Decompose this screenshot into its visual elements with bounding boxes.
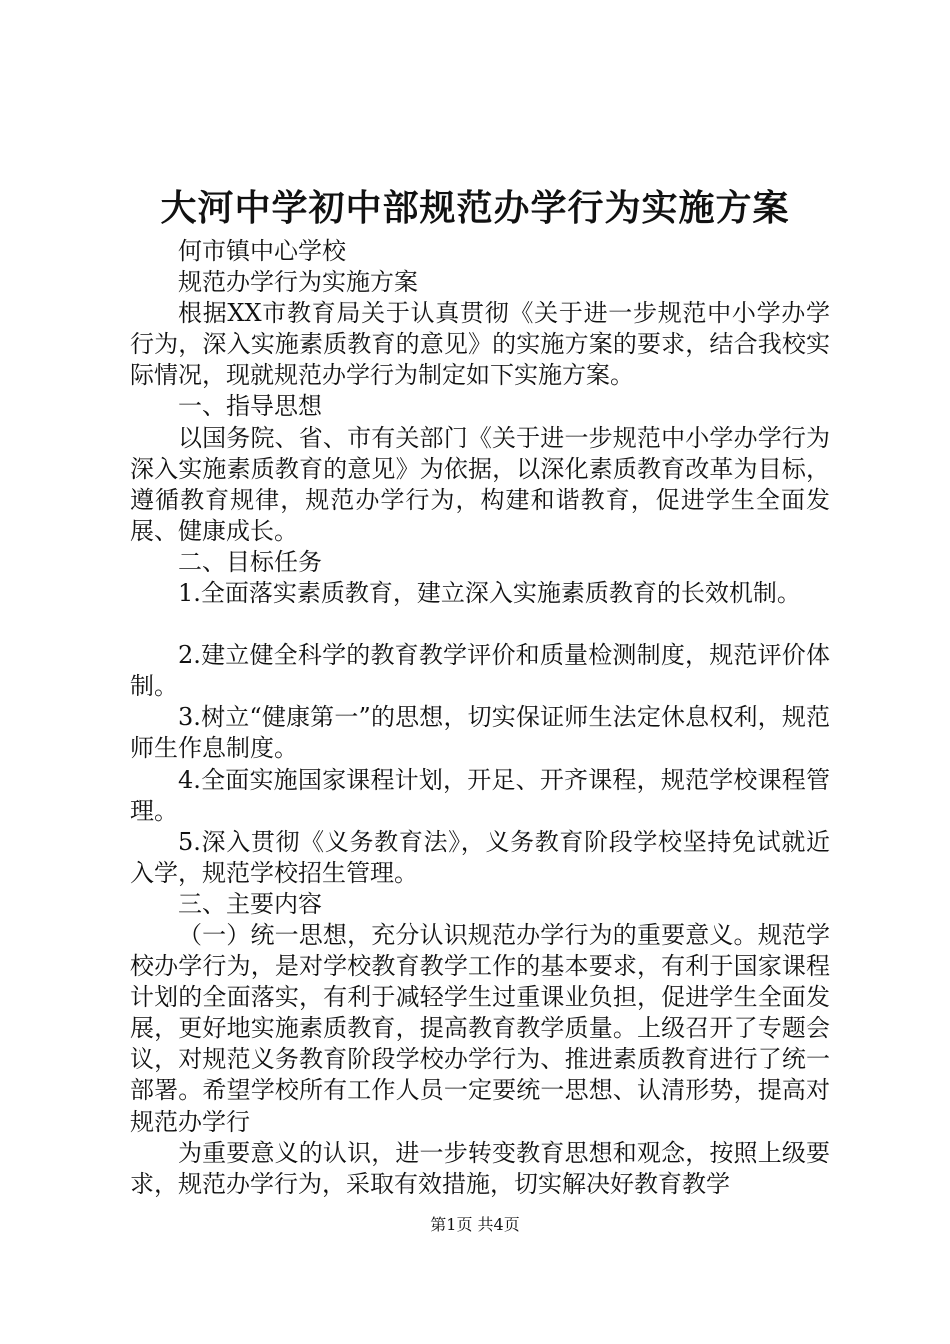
guiding-thought-paragraph: 以国务院、省、市有关部门《关于进一步规范中小学办学行为深入实施素质教育的意见》为依据，以深化素质教育改革为目标，遵循教育规律，规范办学行为，构建和谐教育，促进学生全面发展、健康成长。 bbox=[130, 423, 830, 545]
page-footer: 第1页 共4页 bbox=[430, 1215, 520, 1234]
intro-paragraph: 根据XX市教育局关于认真贯彻《关于进一步规范中小学办学行为，深入实施素质教育的意见》的实施方案的要求，结合我校实际情况，现就规范办学行为制定如下实施方案。 bbox=[130, 299, 830, 390]
goal-item-5: 5.深入贯彻《义务教育法》，义务教育阶段学校坚持免试就近入学，规范学校招生管理。 bbox=[130, 827, 830, 887]
document-body bbox=[130, 236, 830, 1200]
blank-line bbox=[130, 609, 830, 640]
main-content-paragraph-1: （一）统一思想，充分认识规范办学行为的重要意义。规范学校办学行为，是对学校教育教学工作的基本要求，有利于国家课程计划的全面落实，有利于减轻学生过重课业负担，促进学生全面发展，更好地实施素质教育，提高教育教学质量。上级召开了专题会议，对规范义务教育阶段学校办学行为、推进素质教育进行了统一部署。希望学校所有工作人员一定要统一思想、认清形势，提高对规范办学行 bbox=[130, 920, 830, 1136]
section-heading-guiding-thought: 一、指导思想 bbox=[178, 392, 322, 421]
goal-item-2: 2.建立健全科学的教育教学评价和质量检测制度，规范评价体制。 bbox=[130, 641, 830, 701]
school-name: 何市镇中心学校 bbox=[178, 237, 346, 265]
subtitle: 规范办学行为实施方案 bbox=[178, 268, 418, 297]
section-heading-main-content: 三、主要内容 bbox=[178, 889, 322, 918]
main-content-paragraph-2: 为重要意义的认识，进一步转变教育思想和观念，按照上级要求，规范办学行为，采取有效措施，切实解决好教育教学 bbox=[130, 1138, 830, 1198]
goal-item-3: 3.树立“健康第一”的思想，切实保证师生法定休息权利，规范师生作息制度。 bbox=[130, 703, 830, 763]
section-heading-goals: 二、目标任务 bbox=[178, 547, 322, 576]
goal-item-1: 1.全面落实素质教育，建立深入实施素质教育的长效机制。 bbox=[178, 579, 801, 608]
document-title: 大河中学初中部规范办学行为实施方案 bbox=[160, 187, 790, 229]
goal-item-4: 4.全面实施国家课程计划，开足、开齐课程，规范学校课程管理。 bbox=[130, 765, 830, 825]
